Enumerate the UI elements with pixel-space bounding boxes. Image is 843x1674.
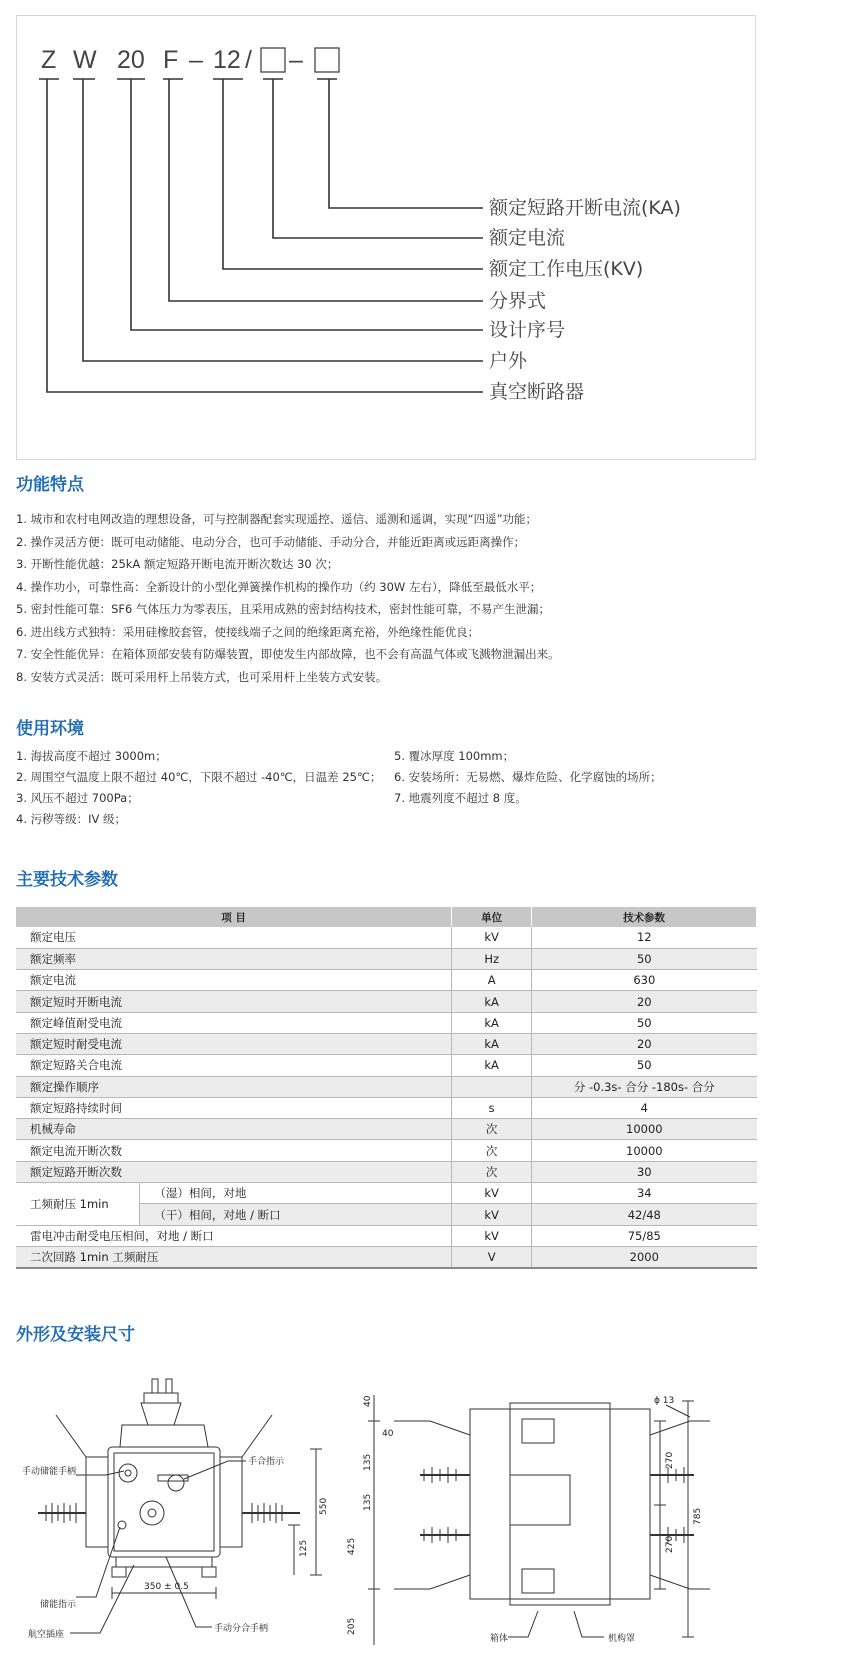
- model-code-diagram: [17, 16, 757, 461]
- specs-title: 主要技术参数: [16, 870, 118, 890]
- code-leader-lines: [39, 79, 483, 392]
- spec-item: 额定短路持续时间: [16, 1097, 452, 1118]
- spec-value: 50: [532, 1012, 757, 1033]
- spec-item: 额定短时开断电流: [16, 991, 452, 1012]
- spec-unit: kA: [452, 1033, 532, 1054]
- dim-40b: 40: [382, 1429, 394, 1439]
- spec-unit: s: [452, 1097, 532, 1118]
- spec-value: 75/85: [532, 1225, 757, 1246]
- spec-value: 分 -0.3s- 合分 -180s- 合分: [532, 1076, 757, 1097]
- spec-value: 2000: [532, 1246, 757, 1267]
- table-row: [16, 970, 757, 991]
- code-desc-rated-voltage: 额定工作电压(KV): [489, 258, 644, 280]
- dim-40a: 40: [363, 1395, 373, 1407]
- spec-item: 额定短时耐受电流: [16, 1033, 452, 1054]
- code-blank-box-1: [261, 48, 285, 72]
- spec-unit: kV: [452, 927, 532, 948]
- dim-425: 425: [347, 1537, 357, 1555]
- feature-item: 8. 安装方式灵活：既可采用杆上吊装方式，也可采用杆上坐装方式安装。: [16, 669, 388, 684]
- dim-125: 125: [299, 1539, 309, 1557]
- code-desc-boundary-type: 分界式: [489, 290, 547, 312]
- spec-value: 12: [532, 927, 757, 948]
- dim-785: 785: [693, 1507, 703, 1525]
- table-row: [16, 1033, 757, 1054]
- dim-550: 550: [319, 1497, 329, 1515]
- spec-value: 20: [532, 1033, 757, 1054]
- spec-unit: kV: [452, 1183, 532, 1204]
- spec-item: 机械寿命: [16, 1119, 452, 1140]
- code-char-slash: /: [245, 46, 252, 74]
- table-row: [16, 1225, 757, 1246]
- label-manual-charge-handle: 手动储能手柄: [22, 1467, 77, 1477]
- spec-header-item: 项 目: [16, 907, 452, 927]
- table-row: [16, 1055, 757, 1076]
- spec-unit: Hz: [452, 948, 532, 969]
- label-manual-open-close-handle: 手动分合手柄: [214, 1624, 269, 1634]
- spec-item-power-freq: 工频耐压 1min: [16, 1183, 140, 1226]
- environment-item: 1. 海拔高度不超过 3000m；: [16, 749, 167, 763]
- table-row: [16, 1076, 757, 1097]
- features-list: [16, 508, 806, 688]
- code-char-dash1: –: [189, 46, 203, 74]
- spec-value: 10000: [532, 1140, 757, 1161]
- spec-item: 额定电压: [16, 927, 452, 948]
- code-char-dash2: –: [289, 46, 303, 74]
- spec-unit: [452, 1076, 532, 1097]
- code-desc-outdoor: 户外: [489, 350, 528, 372]
- table-row: [16, 1097, 757, 1118]
- spec-item: 额定频率: [16, 948, 452, 969]
- label-charge-indicator: 储能指示: [40, 1600, 77, 1610]
- dim-270a: 270: [665, 1451, 675, 1469]
- spec-value: 50: [532, 1055, 757, 1076]
- spec-table-header: [16, 907, 757, 927]
- environment-item: 4. 污秽等级：IV 级；: [16, 812, 127, 826]
- dim-135a: 135: [363, 1453, 373, 1471]
- code-char-12: 12: [213, 46, 241, 74]
- spec-value: 10000: [532, 1119, 757, 1140]
- feature-item: 6. 进出线方式独特：采用硅橡胶套管，使接线端子之间的绝缘距离充裕，外绝缘性能优良；: [16, 624, 480, 639]
- spec-item: 二次回路 1min 工频耐压: [16, 1246, 452, 1267]
- code-blank-box-2: [315, 48, 339, 72]
- top-view-drawing: [347, 1375, 740, 1670]
- dimensions-title: 外形及安装尺寸: [16, 1325, 135, 1345]
- environment-item: 7. 地震列度不超过 8 度。: [394, 791, 527, 805]
- front-view-drawing: [16, 1375, 356, 1670]
- spec-unit: kV: [452, 1204, 532, 1225]
- spec-value: 20: [532, 991, 757, 1012]
- feature-item: 7. 安全性能优异：在箱体顶部安装有防爆装置，即使发生内部故障，也不会有高温气体或飞溅物泄漏出来。: [16, 647, 560, 661]
- table-row: [16, 991, 757, 1012]
- label-mechanism-cover: 机构罩: [608, 1634, 636, 1644]
- spec-item: 额定电流开断次数: [16, 1140, 452, 1161]
- code-char-f: F: [163, 46, 179, 74]
- spec-value: 34: [532, 1183, 757, 1204]
- spec-unit: kA: [452, 1055, 532, 1076]
- dim-135b: 135: [363, 1493, 373, 1511]
- dim-270b: 270: [665, 1535, 675, 1553]
- table-row: [16, 1012, 757, 1033]
- table-row: [16, 1246, 757, 1267]
- spec-unit: kA: [452, 1012, 532, 1033]
- spec-item: 额定短路开断次数: [16, 1161, 452, 1182]
- environment-item: 6. 安装场所：无易燃、爆炸危险、化学腐蚀的场所；: [394, 770, 662, 784]
- spec-table: [16, 907, 757, 1269]
- code-char-w: W: [73, 46, 97, 74]
- spec-value: 50: [532, 948, 757, 969]
- spec-subitem-wet: （湿）相间，对地: [140, 1183, 452, 1204]
- label-box-body: 箱体: [490, 1634, 509, 1644]
- table-row: [16, 927, 757, 948]
- label-close-indicator: 手合指示: [248, 1457, 285, 1467]
- spec-unit: 次: [452, 1119, 532, 1140]
- model-code-panel: [16, 15, 756, 460]
- feature-item: 1. 城市和农村电网改造的理想设备，可与控制器配套实现遥控、遥信、遥测和遥调，实现“四遥”功能；: [16, 512, 538, 526]
- table-row: [16, 1161, 757, 1182]
- spec-unit: A: [452, 970, 532, 991]
- environment-list-left: [16, 746, 381, 830]
- label-phi13: ϕ 13: [654, 1396, 675, 1406]
- dim-205: 205: [347, 1617, 357, 1635]
- table-row: [16, 1140, 757, 1161]
- spec-header-value: 技术参数: [532, 907, 757, 927]
- feature-item: 4. 操作功小，可靠性高：全新设计的小型化弹簧操作机构的操作功（约 30W 左右），降低至最低水平；: [16, 579, 542, 594]
- spec-item: 雷电冲击耐受电压相间，对地 / 断口: [16, 1225, 452, 1246]
- spec-unit: kV: [452, 1225, 532, 1246]
- feature-item: 3. 开断性能优越：25kA 额定短路开断电流开断次数达 30 次；: [16, 557, 339, 571]
- spec-unit: 次: [452, 1161, 532, 1182]
- spec-value: 4: [532, 1097, 757, 1118]
- feature-item: 5. 密封性能可靠：SF6 气体压力为零表压，且采用成熟的密封结构技术，密封性能可靠，不易产生泄漏；: [16, 602, 551, 616]
- environment-item: 3. 风压不超过 700Pa；: [16, 791, 139, 805]
- feature-item: 2. 操作灵活方便：既可电动储能、电动分合，也可手动储能、手动分合，并能近距离或远距离操作；: [16, 534, 526, 549]
- environment-item: 5. 覆冰厚度 100mm；: [394, 749, 515, 763]
- dim-350: 350 ± 0.5: [144, 1582, 189, 1592]
- features-title: 功能特点: [16, 475, 84, 495]
- spec-item: 额定电流: [16, 970, 452, 991]
- spec-unit: 次: [452, 1140, 532, 1161]
- table-row: [16, 1183, 757, 1204]
- code-desc-vacuum-breaker: 真空断路器: [489, 381, 585, 403]
- table-row: [16, 1119, 757, 1140]
- spec-header-unit: 单位: [452, 907, 532, 927]
- environment-title: 使用环境: [16, 719, 84, 739]
- code-char-20: 20: [117, 46, 145, 74]
- code-desc-design-number: 设计序号: [489, 319, 566, 341]
- spec-item: 额定操作顺序: [16, 1076, 452, 1097]
- spec-item: 额定短路关合电流: [16, 1055, 452, 1076]
- spec-value: 30: [532, 1161, 757, 1182]
- table-row: [16, 948, 757, 969]
- spec-unit: kA: [452, 991, 532, 1012]
- spec-subitem-dry: （干）相间，对地 / 断口: [140, 1204, 452, 1225]
- label-aviation-socket: 航空插座: [28, 1630, 65, 1640]
- code-desc-rated-current: 额定电流: [489, 227, 566, 249]
- code-char-z: Z: [41, 46, 57, 74]
- spec-item: 额定峰值耐受电流: [16, 1012, 452, 1033]
- environment-item: 2. 周围空气温度上限不超过 40℃，下限不超过 -40℃，日温差 25℃；: [16, 770, 382, 784]
- code-desc-breaking-current: 额定短路开断电流(KA): [489, 197, 681, 219]
- spec-value: 630: [532, 970, 757, 991]
- spec-unit: V: [452, 1246, 532, 1267]
- environment-list-right: [394, 746, 662, 809]
- spec-value: 42/48: [532, 1204, 757, 1225]
